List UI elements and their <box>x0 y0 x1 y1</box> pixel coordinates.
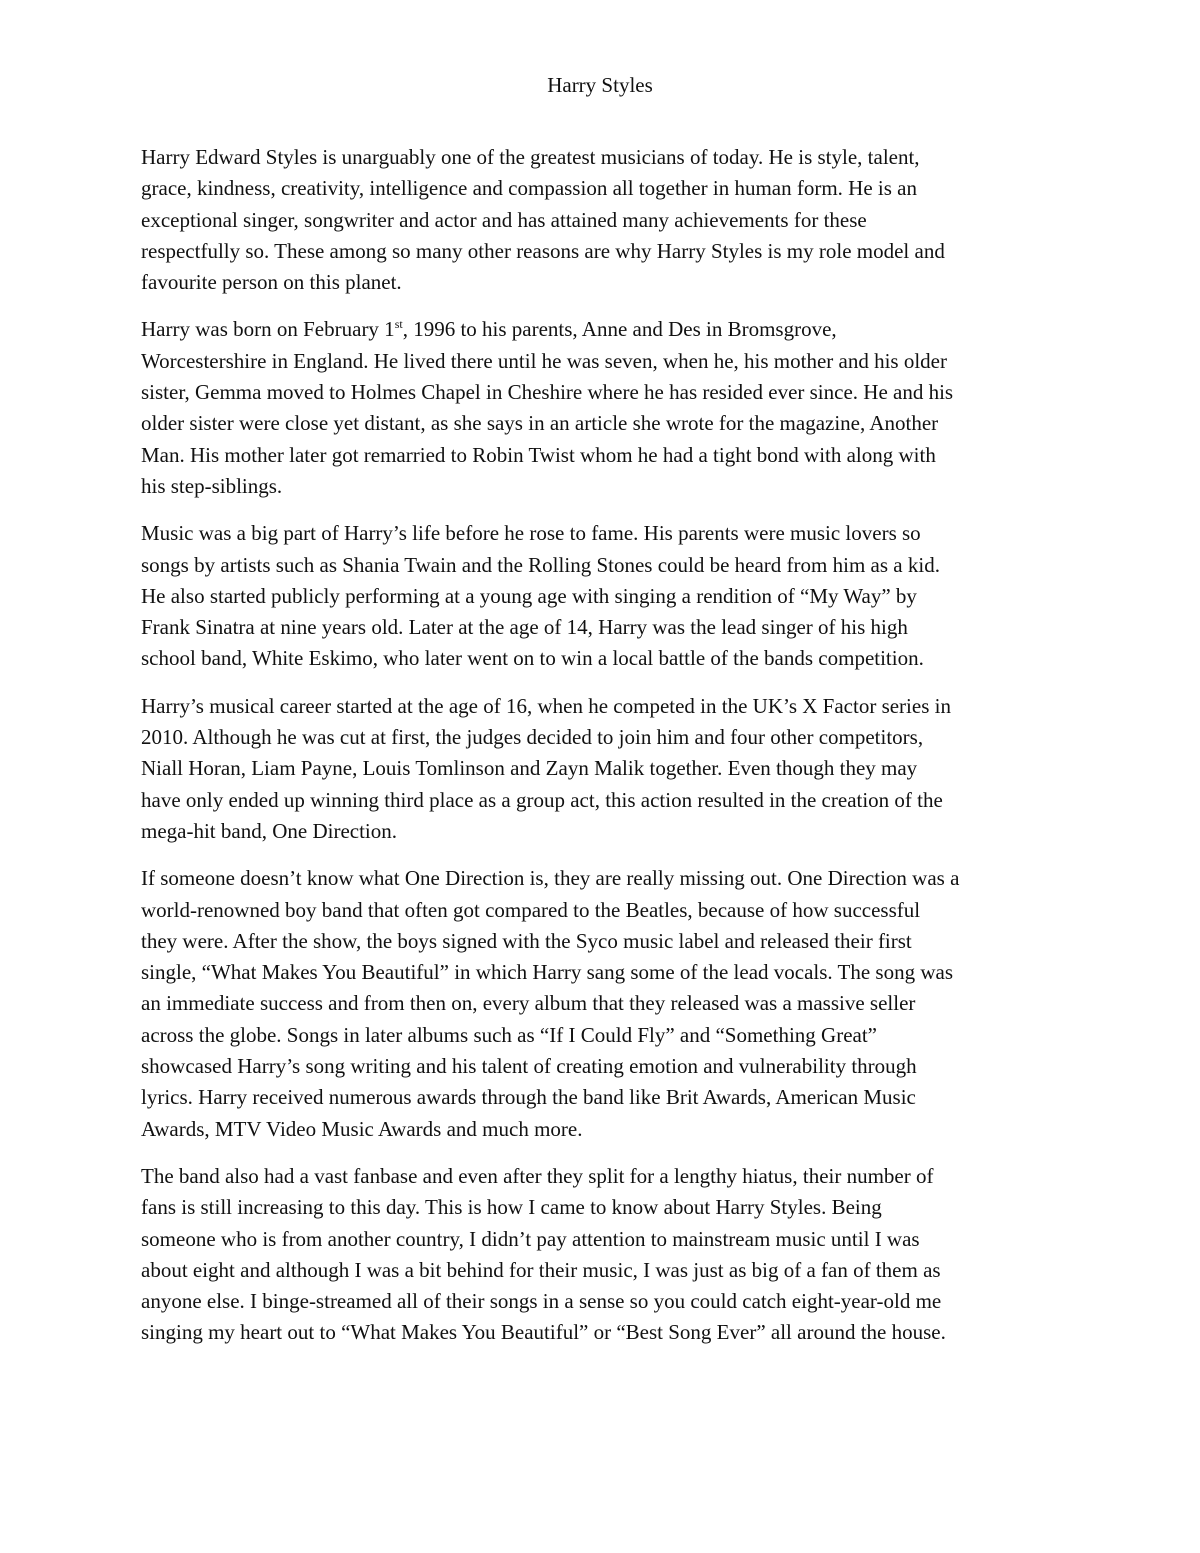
text-line: grace, kindness, creativity, intelligence and compassion all together in human form. He is an <box>141 176 917 201</box>
text-line: exceptional singer, songwriter and actor and has attained many achievements for these <box>141 207 867 232</box>
text-line: mega-hit band, One Direction. <box>141 818 397 843</box>
text-line: Worcestershire in England. He lived there until he was seven, when he, his mother and his older <box>141 348 947 373</box>
text-line: songs by artists such as Shania Twain and the Rolling Stones could be heard from him as a kid. <box>141 552 940 577</box>
paragraph-intro <box>141 142 1071 298</box>
text-line: sister, Gemma moved to Holmes Chapel in Cheshire where he has resided ever since. He and his <box>141 380 954 405</box>
text-line: an immediate success and from then on, every album that they released was a massive seller <box>141 991 916 1016</box>
ordinal-suffix: st <box>394 317 403 332</box>
paragraph-one-direction <box>141 863 1071 1145</box>
text-line: about eight and although I was a bit behind for their music, I was just as big of a fan of them as <box>141 1257 941 1282</box>
text-line: favourite person on this planet. <box>141 270 402 295</box>
text-line: world-renowned boy band that often got compared to the Beatles, because of how successful <box>141 897 921 922</box>
text-line: If someone doesn’t know what One Direction is, they are really missing out. One Direction was a <box>141 866 960 891</box>
text-line: lyrics. Harry received numerous awards through the band like Brit Awards, American Music <box>141 1085 916 1110</box>
text-line: respectfully so. These among so many other reasons are why Harry Styles is my role model and <box>141 238 945 263</box>
text-line: anyone else. I binge-streamed all of their songs in a sense so you could catch eight-year-old me <box>141 1289 942 1314</box>
text-line: Music was a big part of Harry’s life before he rose to fame. His parents were music lovers so <box>141 521 921 546</box>
text-line: Awards, MTV Video Music Awards and much more. <box>141 1116 583 1141</box>
document-title: Harry Styles <box>547 73 653 97</box>
text-line: singing my heart out to “What Makes You Beautiful” or “Best Song Ever” all around the house. <box>141 1320 946 1345</box>
text-line: older sister were close yet distant, as she says in an article she wrote for the magazine, Another <box>141 411 939 436</box>
text-line: Harry Edward Styles is unarguably one of the greatest musicians of today. He is style, talent, <box>141 145 920 169</box>
text-line: Frank Sinatra at nine years old. Later at the age of 14, Harry was the lead singer of his high <box>141 615 908 640</box>
paragraph-x-factor <box>141 691 1071 847</box>
text-line: fans is still increasing to this day. This is how I came to know about Harry Styles. Being <box>141 1195 882 1220</box>
text-line: Harry’s musical career started at the age of 16, when he competed in the UK’s X Factor series in <box>141 693 951 718</box>
text-fragment: Harry was born on February 1 <box>141 317 395 342</box>
text-line: 2010. Although he was cut at first, the judges decided to join him and four other competitors, <box>141 725 924 750</box>
text-line: have only ended up winning third place as a group act, this action resulted in the creation of the <box>141 787 943 812</box>
text-line: they were. After the show, the boys signed with the Syco music label and released their first <box>141 928 912 953</box>
text-line: school band, White Eskimo, who later went on to win a local battle of the bands competition. <box>141 646 924 671</box>
text-line: showcased Harry’s song writing and his talent of creating emotion and vulnerability through <box>141 1054 917 1079</box>
text-line: Man. His mother later got remarried to Robin Twist whom he had a tight bond with along with <box>141 442 936 467</box>
document-body <box>141 142 1071 1365</box>
text-line: He also started publicly performing at a young age with singing a rendition of “My Way” by <box>141 583 917 608</box>
paragraph-fanbase <box>141 1161 1071 1349</box>
text-line <box>141 314 1071 345</box>
text-line: The band also had a vast fanbase and even after they split for a lengthy hiatus, their number of <box>141 1163 934 1188</box>
text-line: someone who is from another country, I didn’t pay attention to mainstream music until I was <box>141 1226 920 1251</box>
text-line: his step-siblings. <box>141 473 283 498</box>
paragraph-early-life <box>141 314 1071 502</box>
text-line: Niall Horan, Liam Payne, Louis Tomlinson and Zayn Malik together. Even though they may <box>141 756 918 781</box>
text-line: across the globe. Songs in later albums such as “If I Could Fly” and “Something Great” <box>141 1022 878 1047</box>
paragraph-music-childhood <box>141 518 1071 674</box>
text-line: single, “What Makes You Beautiful” in which Harry sang some of the lead vocals. The song was <box>141 960 954 985</box>
text-fragment: , 1996 to his parents, Anne and Des in Bromsgrove, <box>402 317 837 342</box>
